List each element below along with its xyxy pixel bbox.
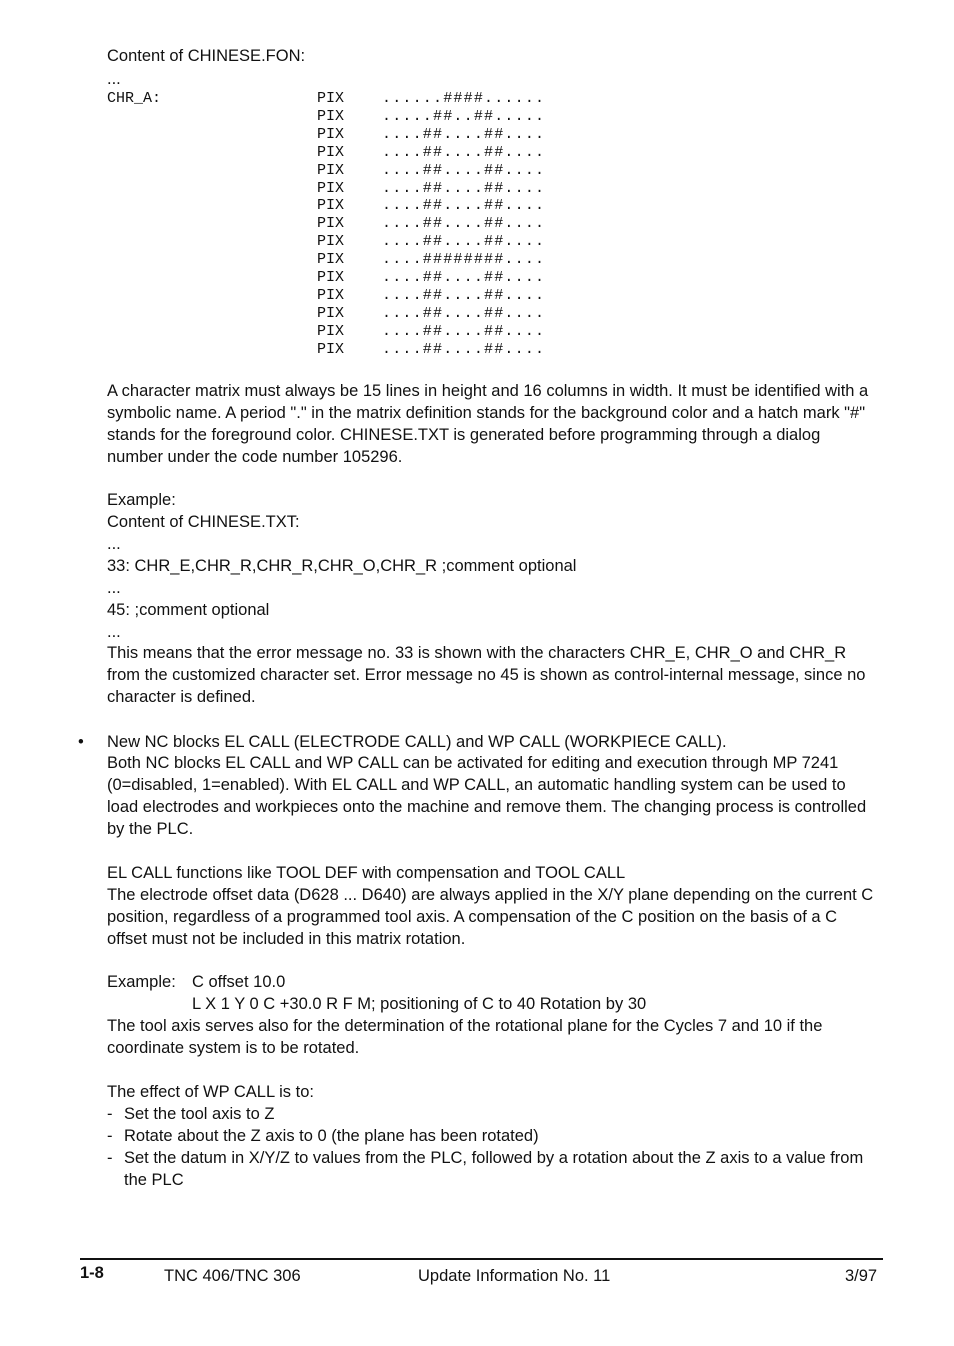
fon-heading: Content of CHINESE.FON: xyxy=(107,47,306,65)
matrix-keyword: PIX xyxy=(317,251,345,269)
matrix-row: ....##....##.... xyxy=(382,215,546,233)
elcall-body: The electrode offset data (D628 ... D640) are always applied in the X/Y plane depending on the current C position, regardless of a programmed tool axis. A compensation of the C position on the basis of a C offset must not be included in this matrix rotation. xyxy=(107,886,874,948)
ellipsis: ... xyxy=(107,579,121,597)
matrix-keyword: PIX xyxy=(317,340,345,358)
wpcall-intro: The effect of WP CALL is to: xyxy=(107,1083,314,1101)
footer-model: TNC 406/TNC 306 xyxy=(164,1267,301,1285)
matrix-row: ....##....##.... xyxy=(382,304,546,322)
matrix-row: ....##....##.... xyxy=(382,179,546,197)
matrix-keyword: PIX xyxy=(317,125,345,143)
matrix-row: ....##....##.... xyxy=(382,340,546,358)
matrix-row: ....##....##.... xyxy=(382,197,546,215)
dash-marker: - xyxy=(107,1127,113,1145)
elcall-heading: EL CALL functions like TOOL DEF with compensation and TOOL CALL xyxy=(107,864,626,882)
matrix-row: ....##....##.... xyxy=(382,322,546,340)
footer-document: Update Information No. 11 xyxy=(418,1267,611,1285)
matrix-keyword: PIX xyxy=(317,286,345,304)
txt-heading: Content of CHINESE.TXT: xyxy=(107,513,300,531)
ellipsis: ... xyxy=(107,70,121,88)
example-explanation: This means that the error message no. 33 is shown with the characters CHR_E, CHR_O and CHR_R from the customized character set. Error message no 45 is shown as control-internal message, since no character is defined. xyxy=(107,644,866,706)
matrix-row: ....##....##.... xyxy=(382,161,546,179)
matrix-row: ....##....##.... xyxy=(382,125,546,143)
footer-rule xyxy=(80,1258,883,1260)
ellipsis: ... xyxy=(107,535,121,553)
tool-axis-note: The tool axis serves also for the determination of the rotational plane for the Cycles 7 and 10 if the coordinate system is to be rotated. xyxy=(107,1017,823,1057)
matrix-row: ....##....##.... xyxy=(382,143,546,161)
footer-date: 3/97 xyxy=(845,1267,878,1285)
example-line-2: L X 1 Y 0 C +30.0 R F M; positioning of C to 40 Rotation by 30 xyxy=(192,995,647,1013)
matrix-keyword: PIX xyxy=(317,179,345,197)
matrix-keyword: PIX xyxy=(317,233,345,251)
list-item-text: Set the datum in X/Y/Z to values from the PLC, followed by a rotation about the Z axis to a value from the PLC xyxy=(124,1149,864,1189)
list-item-text: Set the tool axis to Z xyxy=(124,1105,275,1123)
example-label: Example: xyxy=(107,973,176,991)
matrix-keyword: PIX xyxy=(317,197,345,215)
ellipsis: ... xyxy=(107,623,121,641)
matrix-row: ....##....##.... xyxy=(382,233,546,251)
matrix-row: ....##....##.... xyxy=(382,286,546,304)
bullet-title: New NC blocks EL CALL (ELECTRODE CALL) and WP CALL (WORKPIECE CALL). xyxy=(107,733,727,751)
example-line-1: C offset 10.0 xyxy=(192,973,286,991)
matrix-keyword: PIX xyxy=(317,107,345,125)
matrix-keyword: PIX xyxy=(317,322,345,340)
matrix-keyword: PIX xyxy=(317,90,345,107)
dash-marker: - xyxy=(107,1149,113,1167)
dash-marker: - xyxy=(107,1105,113,1123)
matrix-name: CHR_A: xyxy=(107,90,162,107)
example-label: Example: xyxy=(107,491,176,509)
matrix-row: .....##..##..... xyxy=(382,107,546,125)
matrix-row: ....########.... xyxy=(382,251,546,269)
matrix-keyword: PIX xyxy=(317,269,345,286)
matrix-keyword: PIX xyxy=(317,304,345,322)
matrix-keyword: PIX xyxy=(317,161,345,179)
list-item-text: Rotate about the Z axis to 0 (the plane has been rotated) xyxy=(124,1127,539,1145)
matrix-description: A character matrix must always be 15 lines in height and 16 columns in width. It must be identified with a symbolic name. A period "." in the matrix definition stands for the background color and a hatch mark "#" stands for the foreground color. CHINESE.TXT is generated before programming through a dialog number under the code number 105296. xyxy=(107,382,869,466)
code-line-33: 33: CHR_E,CHR_R,CHR_R,CHR_O,CHR_R ;comment optional xyxy=(107,557,577,575)
page-number: 1-8 xyxy=(80,1264,104,1282)
bullet-marker: • xyxy=(78,733,84,751)
matrix-row: ......####...... xyxy=(382,90,546,107)
matrix-keyword: PIX xyxy=(317,215,345,233)
matrix-keyword: PIX xyxy=(317,143,345,161)
bullet-body: Both NC blocks EL CALL and WP CALL can be activated for editing and execution through MP 7241 (0=disabled, 1=enabled). With EL CALL and WP CALL, an automatic handling system can be used to load electrodes and workpieces onto the machine and remove them. The changing process is controlled by the PLC. xyxy=(107,754,867,838)
matrix-row: ....##....##.... xyxy=(382,269,546,286)
code-line-45: 45: ;comment optional xyxy=(107,601,270,619)
